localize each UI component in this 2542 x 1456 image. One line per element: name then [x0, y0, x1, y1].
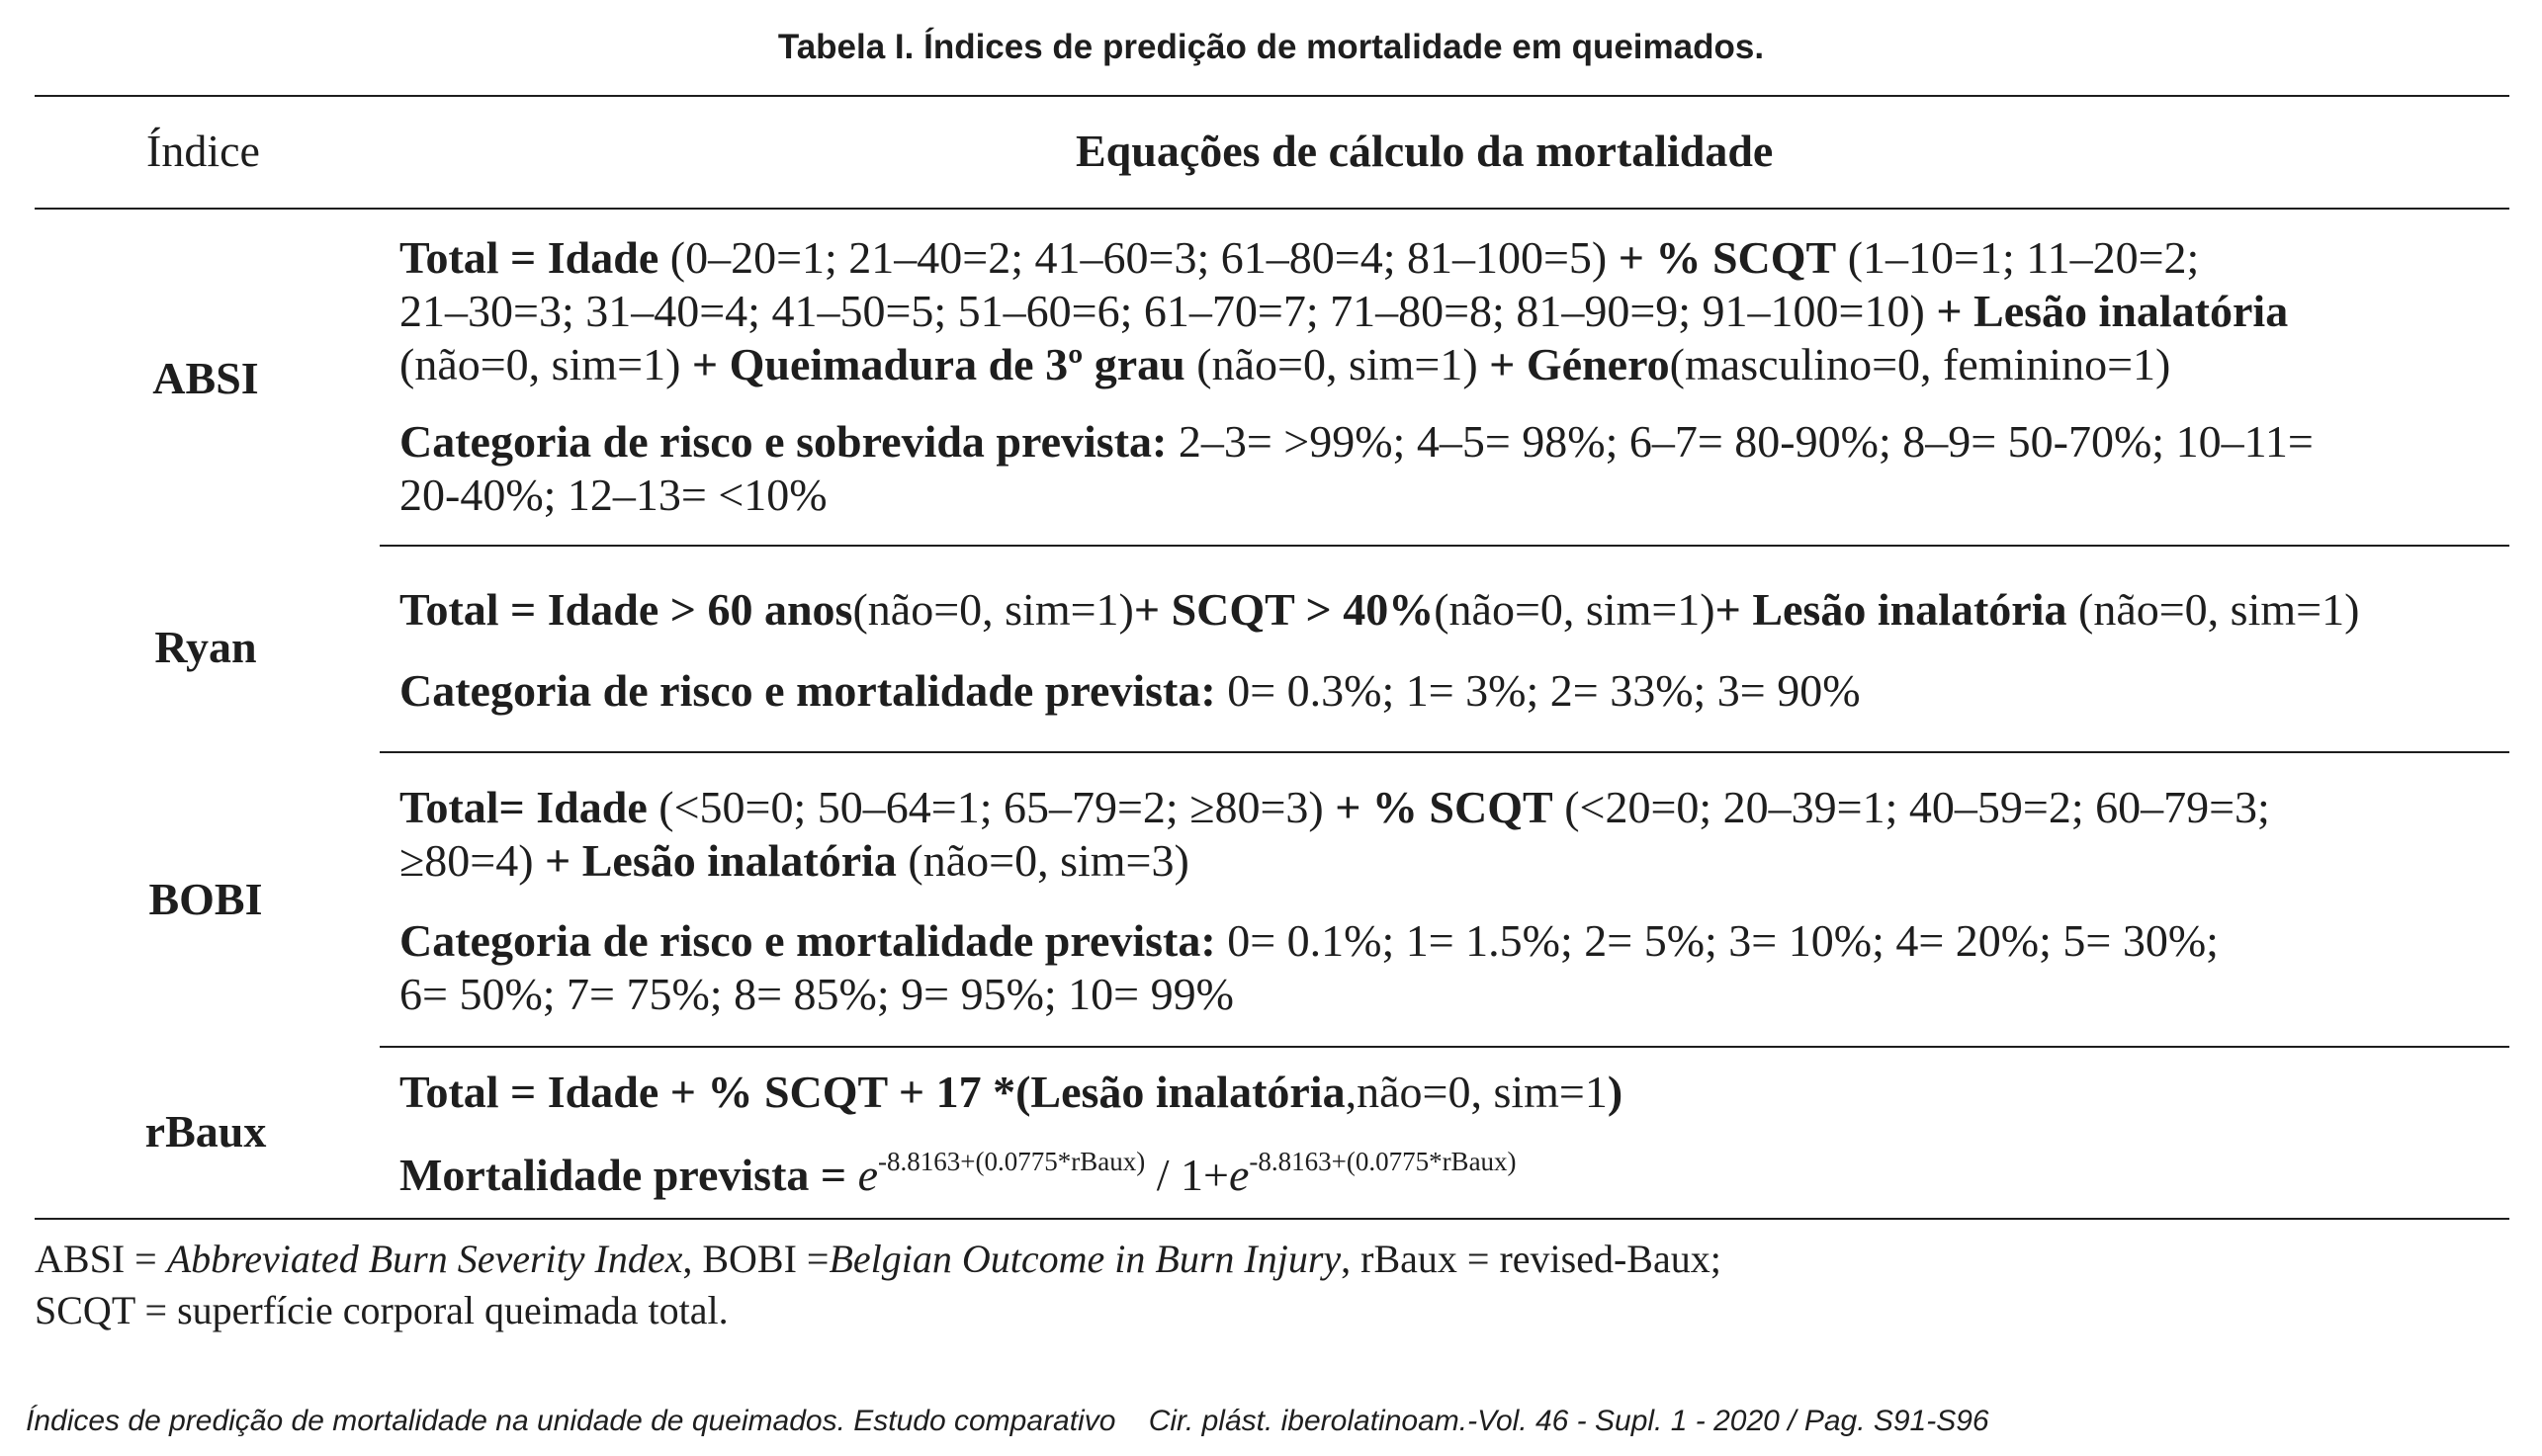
- bobi-risk-line1: 0= 0.1%; 1= 1.5%; 2= 5%; 3= 10%; 4= 20%; 5= 30%;: [1215, 915, 2219, 966]
- column-header-indice: Índice: [146, 126, 260, 176]
- rbaux-exponent-1: -8.8163+(0.0775*rBaux): [878, 1147, 1146, 1176]
- absi-t5: 21–30=3; 31–40=4; 41–50=5; 51–60=6; 61–70=7; 71–80=8; 81–90=9; 91–100=10): [399, 286, 1937, 336]
- table-caption: Tabela I. Índices de predição de mortalidade em queimados.: [777, 28, 1765, 66]
- absi-t8: + Queimadura de 3º grau: [691, 339, 1185, 389]
- bobi-t4: (<20=0; 20–39=1; 40–59=2; 60–79=3;: [1552, 782, 2270, 832]
- footnote-bobi-expansion: Belgian Outcome in Burn Injury: [829, 1237, 1342, 1281]
- absi-t1: Total = Idade: [399, 232, 659, 283]
- footnote-a1: ABSI =: [35, 1237, 167, 1281]
- ryan-risk-label: Categoria de risco e mortalidade prevista:: [399, 665, 1216, 716]
- absi-t10: + Género: [1489, 339, 1670, 389]
- absi-t11: (masculino=0, feminino=1): [1669, 339, 2171, 389]
- absi-t2: (0–20=1; 21–40=2; 41–60=3; 61–80=4; 81–100=5): [658, 232, 1619, 283]
- rbaux-mortality-formula: [399, 1149, 2515, 1202]
- ryan-t1: Total = Idade > 60 anos: [399, 584, 853, 635]
- row-label-absi: ABSI: [152, 353, 259, 403]
- ryan-t4: (não=0, sim=1): [1434, 584, 1715, 635]
- rbaux-t1: Total = Idade + % SCQT + 17 *(Lesão inalatória: [399, 1067, 1346, 1117]
- table-bottom-rule: [35, 1218, 2509, 1220]
- row-label-ryan: Ryan: [154, 622, 257, 672]
- table-top-rule: [35, 95, 2509, 97]
- footnote-a3: , BOBI =: [682, 1237, 830, 1281]
- bobi-t5: ≥80=4): [399, 835, 546, 886]
- ryan-t6: (não=0, sim=1): [2066, 584, 2360, 635]
- row-label-bobi: BOBI: [148, 874, 263, 924]
- rbaux-exponent-2: -8.8163+(0.0775*rBaux): [1249, 1147, 1517, 1176]
- row-label-rbaux: rBaux: [144, 1106, 267, 1156]
- bobi-total-formula: [399, 781, 2515, 888]
- ryan-t5: + Lesão inalatória: [1714, 584, 2067, 635]
- absi-risk-category: [399, 415, 2515, 522]
- rbaux-mid: / 1+: [1145, 1150, 1229, 1200]
- table-header-rule: [35, 208, 2509, 210]
- rbaux-mortality-label: Mortalidade prevista =: [399, 1150, 858, 1200]
- bobi-t7: (não=0, sim=3): [896, 835, 1189, 886]
- absi-total-formula: [399, 231, 2515, 391]
- row-separator-ryan: [380, 751, 2509, 753]
- rbaux-t2: ,não=0, sim=1: [1345, 1067, 1608, 1117]
- ryan-risk-category: [399, 664, 2515, 718]
- running-footer: Índices de predição de mortalidade na unidade de queimados. Estudo comparativo Cir. plást. iberolatinoam.-Vol. 46 - Supl. 1 - 2020 / Pag. S91-S96: [26, 1405, 1989, 1437]
- ryan-risk-line1: 0= 0.3%; 1= 3%; 2= 33%; 3= 90%: [1215, 665, 1861, 716]
- row-separator-bobi: [380, 1046, 2509, 1048]
- column-header-equacoes: Equações de cálculo da mortalidade: [1076, 126, 1774, 176]
- bobi-t1: Total= Idade: [399, 782, 648, 832]
- table-footnote: [35, 1234, 2506, 1336]
- rbaux-e1: e: [857, 1150, 879, 1200]
- absi-risk-line2: 20-40%; 12–13= <10%: [399, 470, 828, 520]
- rbaux-t3: ): [1607, 1067, 1623, 1117]
- footnote-a5: , rBaux = revised-Baux;: [1341, 1237, 1721, 1281]
- bobi-risk-category: [399, 914, 2515, 1021]
- bobi-t6: + Lesão inalatória: [545, 835, 897, 886]
- bobi-t3: + % SCQT: [1335, 782, 1553, 832]
- absi-risk-line1: 2–3= >99%; 4–5= 98%; 6–7= 80-90%; 8–9= 50-70%; 10–11=: [1167, 416, 2314, 467]
- row-separator-absi: [380, 545, 2509, 547]
- bobi-risk-label: Categoria de risco e mortalidade prevista:: [399, 915, 1216, 966]
- bobi-risk-line2: 6= 50%; 7= 75%; 8= 85%; 9= 95%; 10= 99%: [399, 969, 1234, 1019]
- absi-t7: (não=0, sim=1): [399, 339, 692, 389]
- ryan-t2: (não=0, sim=1): [852, 584, 1134, 635]
- absi-t9: (não=0, sim=1): [1184, 339, 1490, 389]
- bobi-t2: (<50=0; 50–64=1; 65–79=2; ≥80=3): [647, 782, 1336, 832]
- absi-t6: + Lesão inalatória: [1936, 286, 2289, 336]
- footnote-line2: SCQT = superfície corporal queimada total.: [35, 1288, 729, 1332]
- footnote-absi-expansion: Abbreviated Burn Severity Index: [166, 1237, 683, 1281]
- rbaux-e2: e: [1228, 1150, 1250, 1200]
- ryan-t3: + SCQT > 40%: [1133, 584, 1435, 635]
- absi-t4: (1–10=1; 11–20=2;: [1836, 232, 2200, 283]
- ryan-total-formula: [399, 583, 2515, 637]
- absi-t3: + % SCQT: [1618, 232, 1837, 283]
- absi-risk-label: Categoria de risco e sobrevida prevista:: [399, 416, 1168, 467]
- rbaux-total-formula: [399, 1066, 2515, 1119]
